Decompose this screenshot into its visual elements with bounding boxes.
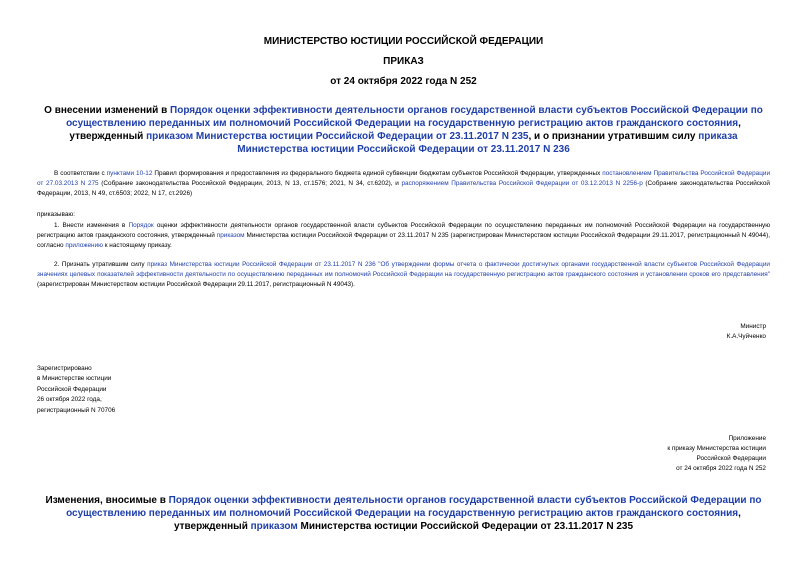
item2-link-order-236[interactable]: приказ Министерства юстиции Российской Федерации от 23.11.2017 N 236 "Об утверждении формы отчета о фактически достигнутых органами государственной власти субъектов Российской Федерации значениях целевых показателей эффективности деятельности по осуществлению переданных им полномочий Российской Федерации на государственную регистрацию актов гражданского состояния и установлении сроков его представления" — [37, 261, 770, 278]
title-link-order-235[interactable]: приказом Министерства юстиции Российской Федерации от 23.11.2017 N 235 — [146, 131, 529, 142]
ordered-word: приказываю: — [37, 211, 75, 218]
appendix-line-1: Приложение — [728, 435, 766, 442]
document-title — [40, 104, 767, 156]
item-1-paragraph — [37, 221, 770, 251]
item2-text-1: 2. Признать утратившим силу — [54, 261, 148, 268]
item1-link-procedure[interactable]: Порядок — [128, 222, 154, 229]
title-text-3: , и о признании утратившим силу — [528, 131, 699, 142]
changes-link-procedure[interactable]: Порядок оценки эффективности деятельности органов государственной власти субъектов Российской Федерации по осуществлению переданных им полномочий Российской Федерации на государственную регистрацию актов гражданского состояния — [66, 495, 762, 519]
title-text-1: О внесении изменений в — [44, 105, 171, 116]
date-number-heading: от 24 октября 2022 года N 252 — [330, 76, 477, 87]
item1-text-2: оценки эффективности деятельности органов государственной власти субъектов Российской Федерации по осуществлению переданных им полномочий Российской Федерации на государственную регистрацию актов гражданского состояния, утвержденный — [37, 222, 770, 239]
ministry-heading: МИНИСТЕРСТВО ЮСТИЦИИ РОССИЙСКОЙ ФЕДЕРАЦИИ — [263, 36, 544, 47]
changes-text-2: , утвержденный — [173, 508, 741, 532]
item1-text-1: 1. Внести изменения в — [54, 222, 129, 229]
doc-type-heading: ПРИКАЗ — [383, 56, 424, 67]
registration-block — [37, 364, 115, 416]
changes-title — [40, 494, 767, 533]
registration-line-3: Российской Федерации — [37, 385, 107, 393]
preamble-paragraph — [37, 169, 770, 199]
preamble-link-rules-items[interactable]: пунктами 10-12 — [106, 170, 153, 177]
signature-name: К.А.Чуйченко — [726, 333, 766, 340]
registration-line-1: Зарегистрировано — [37, 365, 92, 372]
item1-link-appendix[interactable]: приложению — [65, 242, 103, 249]
preamble-link-decree-2256[interactable]: распоряжением Правительства Российской Федерации от 03.12.2013 N 2256-р — [401, 180, 643, 187]
preamble-text-4: (Собрание законодательства Российской Федерации, 2013, N 49, ст.6503; 2022, N 17, ст.2926) — [37, 180, 770, 197]
item1-link-order[interactable]: приказом — [216, 232, 245, 239]
registration-line-4: 26 октября 2022 года, — [37, 396, 102, 404]
changes-text-3: Министерства юстиции Российской Федерации от 23.11.2017 N 235 — [297, 521, 634, 532]
preamble-text-1: В соответствии с — [54, 170, 107, 177]
title-text-2: , утвержденный — [69, 118, 741, 142]
preamble-link-resolution-275[interactable]: постановлением Правительства Российской Федерации от 27.03.2013 N 275 — [37, 170, 771, 187]
item2-text-2: (зарегистрирован Министерством юстиции Российской Федерации 29.11.2017, регистрационный N 49043). — [37, 281, 355, 288]
preamble-text-2: Правил формирования и предоставления из федерального бюджета единой субвенции бюджетам субъектов Российской Федерации, утвержденных — [152, 170, 603, 177]
appendix-block — [667, 434, 766, 474]
changes-link-order[interactable]: приказом — [250, 521, 298, 532]
appendix-line-2: к приказу Министерства юстиции — [667, 445, 766, 452]
title-link-order-236[interactable]: приказа Министерства юстиции Российской Федерации от 23.11.2017 N 236 — [237, 131, 738, 155]
item-2-paragraph — [37, 260, 770, 290]
item1-text-3: Министерства юстиции Российской Федерации от 23.11.2017 N 235 (зарегистрирован Министерством юстиции Российской Федерации 29.11.2017, регистрационный N 49044), согласно — [37, 232, 770, 249]
registration-line-2: в Министерстве юстиции — [37, 375, 112, 383]
appendix-line-3: Российской Федерации — [696, 455, 766, 462]
signature-block — [727, 322, 766, 342]
appendix-line-4: от 24 октября 2022 года N 252 — [676, 465, 766, 472]
item1-text-4: к настоящему приказу. — [102, 242, 172, 249]
registration-line-5: регистрационный N 70706 — [37, 406, 116, 414]
preamble-text-3: (Собрание законодательства Российской Федерации, 2013, N 13, ст.1576; 2021, N 34, ст.6202), и — [98, 180, 402, 187]
title-link-procedure[interactable]: Порядок оценки эффективности деятельности органов государственной власти субъектов Российской Федерации по осуществлению переданных им полномочий Российской Федерации на государственную регистрацию актов гражданского состояния — [66, 105, 763, 129]
signature-position: Министр — [740, 323, 766, 330]
changes-text-1: Изменения, вносимые в — [45, 495, 169, 506]
